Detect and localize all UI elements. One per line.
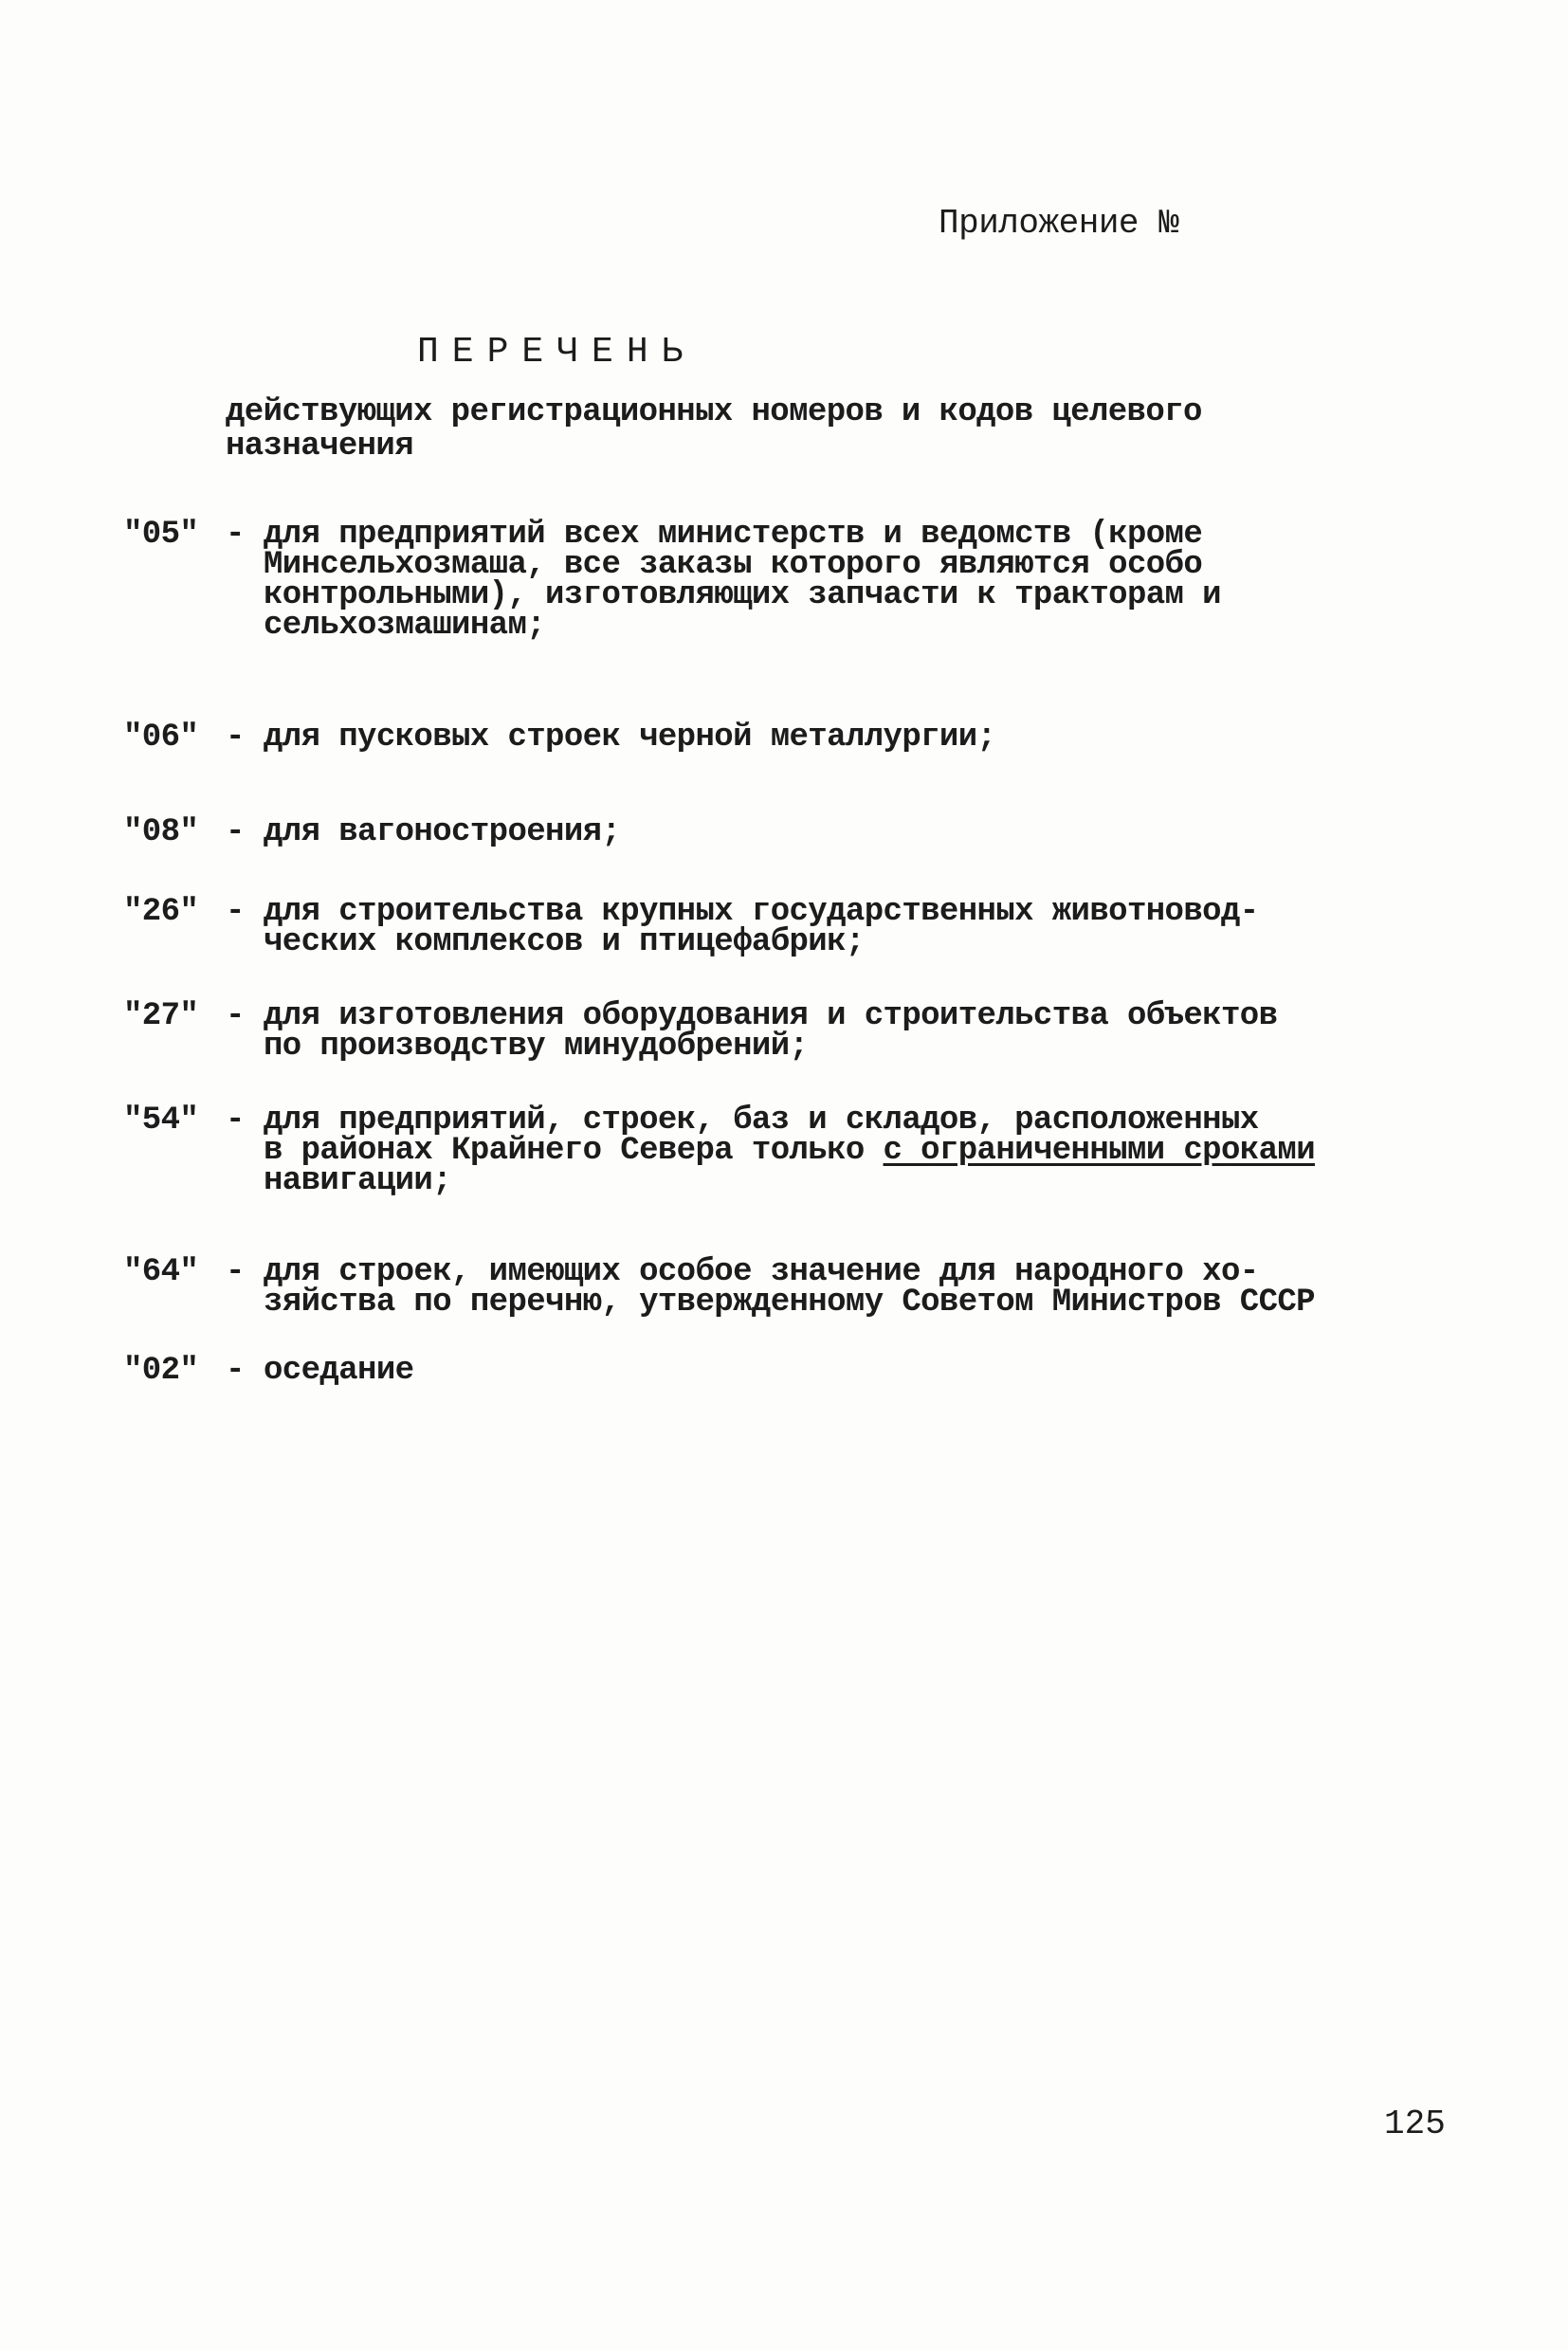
entry-dash: -: [226, 998, 245, 1034]
document-subtitle: действующих регистрационных номеров и кодов целевого назначения: [226, 394, 1202, 465]
entry-text: [264, 1103, 1375, 1199]
entry-dash: -: [226, 814, 245, 850]
list-item-code-54: [123, 1103, 1375, 1199]
list-item-code-02: [123, 1353, 1375, 1389]
entry-text: оседание: [264, 1353, 414, 1389]
page-number: 125: [1384, 2105, 1446, 2143]
list-item-code-05: [123, 517, 1375, 644]
entry-text: для строительства крупных государственных животновод- ческих комплексов и птицефабрик;: [264, 894, 1259, 960]
entry-text: для вагоностроения;: [264, 814, 621, 850]
entry-code: "54": [123, 1103, 199, 1139]
entry-code: "26": [123, 894, 199, 930]
list-item-code-26: [123, 894, 1375, 960]
underlined-phrase: с ограниченными сроками: [883, 1133, 1315, 1169]
code-list: [123, 517, 1375, 1389]
entry-dash: -: [226, 1254, 245, 1290]
entry-dash: -: [226, 894, 245, 930]
entry-code: "02": [123, 1353, 199, 1389]
entry-text-start: для предприятий, строек, баз и складов, расположенных в районах Крайнего Севера только: [264, 1103, 1259, 1169]
entry-code: "06": [123, 720, 199, 756]
appendix-label: Приложение №: [939, 204, 1179, 243]
entry-code: "27": [123, 998, 199, 1034]
list-item-code-08: [123, 814, 1375, 850]
entry-dash: -: [226, 517, 245, 553]
document-title: ПЕРЕЧЕНЬ: [417, 332, 697, 373]
entry-code: "05": [123, 517, 199, 553]
entry-dash: -: [226, 720, 245, 756]
entry-dash: -: [226, 1103, 245, 1139]
entry-text-end: навигации;: [264, 1163, 452, 1199]
entry-dash: -: [226, 1353, 245, 1389]
entry-code: "08": [123, 814, 199, 850]
list-item-code-27: [123, 998, 1375, 1065]
entry-code: "64": [123, 1254, 199, 1290]
entry-text: для строек, имеющих особое значение для народного хо- зяйства по перечню, утвержденному Советом Министров СССР: [264, 1254, 1315, 1321]
entry-text: для пусковых строек черной металлургии;: [264, 720, 996, 756]
entry-text: для изготовления оборудования и строительства объектов по производству минудобрений;: [264, 998, 1278, 1065]
list-item-code-64: [123, 1254, 1375, 1321]
entry-text: для предприятий всех министерств и ведомств (кроме Минсельхозмаша, все заказы которого являются особо контрольными), изготовляющих запчасти к тракторам и сельхозмашинам;: [264, 517, 1221, 644]
list-item-code-06: [123, 720, 1375, 756]
